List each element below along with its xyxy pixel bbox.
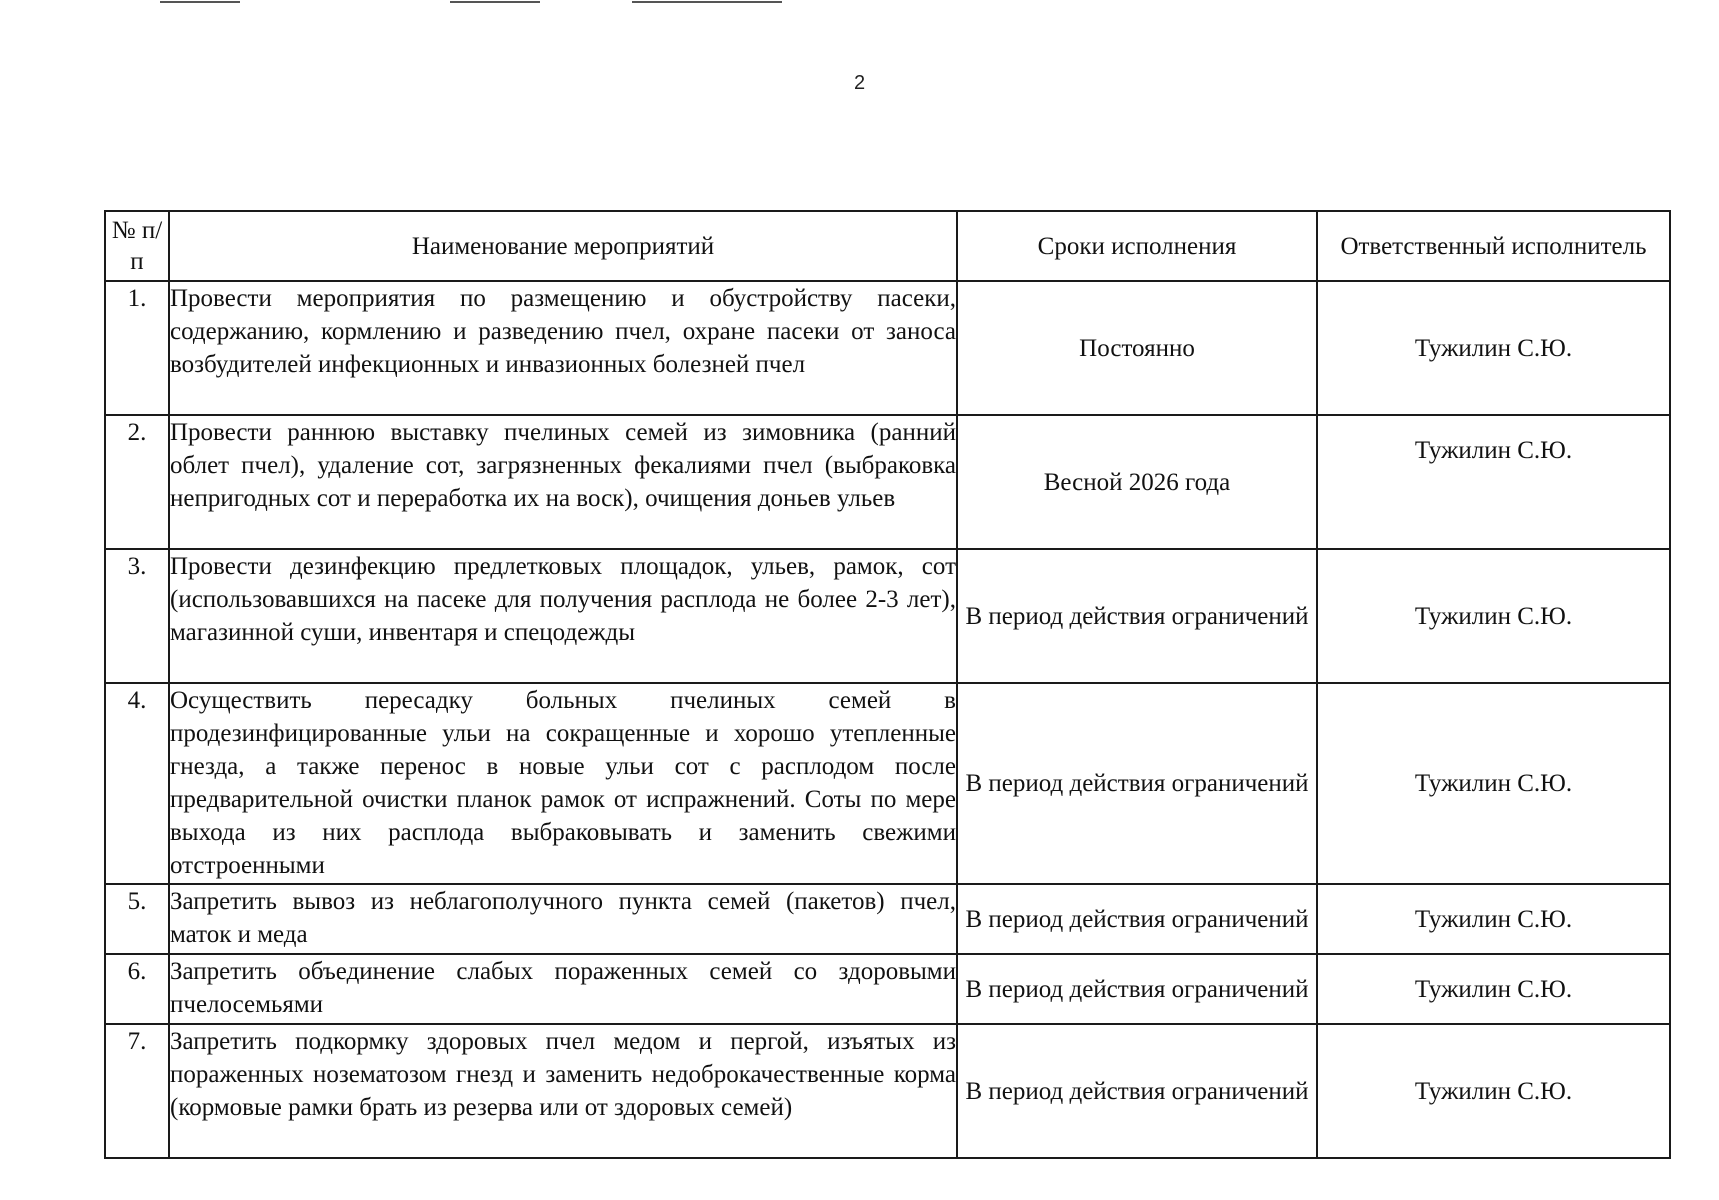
execution-term: В период действия ограничений xyxy=(957,954,1317,1024)
row-number: 5. xyxy=(105,884,169,954)
row-number: 1. xyxy=(105,281,169,415)
measure-name: Запретить объединение слабых пораженных семей со здоровыми пчелосемьями xyxy=(169,954,957,1024)
table-row xyxy=(105,281,1670,415)
measures-table xyxy=(104,210,1671,1159)
header-name: Наименование мероприятий xyxy=(169,211,957,281)
row-number: 3. xyxy=(105,549,169,683)
measure-name: Провести раннюю выставку пчелиных семей из зимовника (ранний облет пчел), удаление сот, загрязненных фекалиями пчел (выбраковка непригодных сот и переработка их на воск), очищения доньев ульев xyxy=(169,415,957,549)
measure-name: Запретить вывоз из неблагополучного пункта семей (пакетов) пчел, маток и меда xyxy=(169,884,957,954)
scan-mark xyxy=(632,1,782,3)
responsible-person: Тужилин С.Ю. xyxy=(1317,549,1670,683)
page-number: 2 xyxy=(853,72,866,94)
header-term: Сроки исполнения xyxy=(957,211,1317,281)
execution-term: Постоянно xyxy=(957,281,1317,415)
row-number: 2. xyxy=(105,415,169,549)
row-number: 7. xyxy=(105,1024,169,1158)
execution-term: В период действия ограничений xyxy=(957,884,1317,954)
responsible-person: Тужилин С.Ю. xyxy=(1317,415,1670,549)
table-row xyxy=(105,884,1670,954)
responsible-person: Тужилин С.Ю. xyxy=(1317,954,1670,1024)
scan-mark xyxy=(450,1,540,3)
row-number: 4. xyxy=(105,683,169,884)
measure-name: Осуществить пересадку больных пчелиных семей в продезинфицированные ульи на сокращенные и хорошо утепленные гнезда, а также перенос в новые ульи сот с расплодом после предварительной очистки планок рамок от испражнений. Соты по мере выхода из них расплода выбраковывать и заменить свежими отстроенными xyxy=(169,683,957,884)
table-row xyxy=(105,954,1670,1024)
responsible-person: Тужилин С.Ю. xyxy=(1317,281,1670,415)
responsible-person: Тужилин С.Ю. xyxy=(1317,884,1670,954)
responsible-person: Тужилин С.Ю. xyxy=(1317,1024,1670,1158)
table-row xyxy=(105,683,1670,884)
measure-name: Провести дезинфекцию предлетковых площадок, ульев, рамок, сот (использовавшихся на пасеке для получения расплода не более 2-3 лет), магазинной суши, инвентаря и спецодежды xyxy=(169,549,957,683)
table-row xyxy=(105,415,1670,549)
row-number: 6. xyxy=(105,954,169,1024)
header-num: № п/п xyxy=(105,211,169,281)
responsible-person: Тужилин С.Ю. xyxy=(1317,683,1670,884)
table-row xyxy=(105,1024,1670,1158)
scan-mark xyxy=(160,1,240,3)
table-row xyxy=(105,549,1670,683)
execution-term: В период действия ограничений xyxy=(957,549,1317,683)
execution-term: В период действия ограничений xyxy=(957,683,1317,884)
top-scan-marks xyxy=(0,0,900,6)
table-header-row xyxy=(105,211,1670,281)
execution-term: В период действия ограничений xyxy=(957,1024,1317,1158)
header-responsible: Ответственный исполнитель xyxy=(1317,211,1670,281)
execution-term: Весной 2026 года xyxy=(957,415,1317,549)
measure-name: Запретить подкормку здоровых пчел медом и пергой, изъятых из пораженных нозематозом гнезд и заменить недоброкачественные корма (кормовые рамки брать из резерва или от здоровых семей) xyxy=(169,1024,957,1158)
measure-name: Провести мероприятия по размещению и обустройству пасеки, содержанию, кормлению и разведению пчел, охране пасеки от заноса возбудителей инфекционных и инвазионных болезней пчел xyxy=(169,281,957,415)
